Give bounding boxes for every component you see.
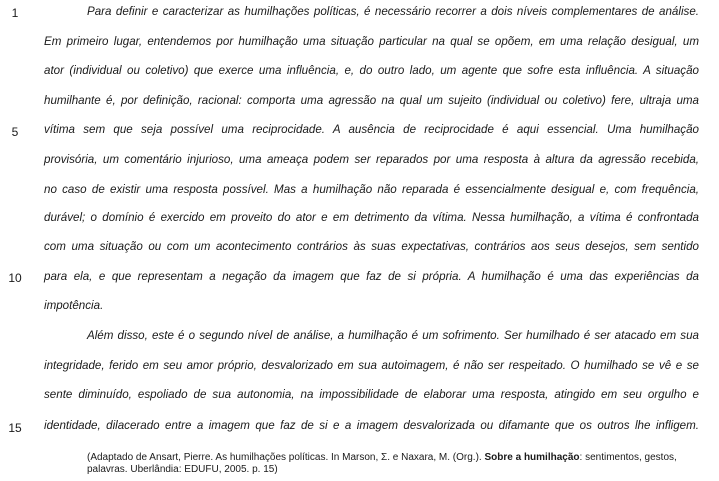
text-line-15: identidade, dilacerado entre a imagem que faz de si e a imagem desvalorizada ou difamante que os outros lhe infligem. [44,419,699,432]
line-number-1: 1 [11,6,19,20]
text-line-4: humilhante é, por definição, racional: comporta uma agressão na qual um sujeito (individual ou coletivo) fere, ultraja uma [44,94,699,107]
text-line-13: integridade, ferido em seu amor próprio, desvalorizado em sua autoimagem, é não ser respeitado. O humilhado se vê e se [44,359,699,372]
citation-symbol: Σ [381,452,388,463]
text-line-5: vítima sem que seja possível uma reciprocidade. A ausência de reciprocidade é aqui essencial. Uma humilhação [44,123,699,136]
citation-prefix: (Adaptado de Ansart, Pierre. As humilhações políticas. In Marson, [87,452,382,463]
text-line-2: Em primeiro lugar, entendemos por humilhação uma situação particular na qual se opõem, em uma relação desigual, um [44,35,699,48]
text-line-6: provisória, um comentário injurioso, uma ameaça podem ser reparados por uma resposta à altura da agressão recebida, [44,153,699,166]
citation-suffix: : sentimentos, gestos, [579,452,677,463]
citation-line-2: palavras. Uberlândia: EDUFU, 2005. p. 15) [87,464,278,475]
text-line-14: sente diminuído, espoliado de sua autonomia, na impossibilidade de elaborar uma resposta, atingido em seu orgulho e [44,388,699,401]
text-line-7: no caso de existir uma resposta possível. Mas a humilhação não reparada é essencialmente desigual e, com frequência, [44,183,699,196]
line-number-15: 15 [8,421,22,435]
citation-book-title: Sobre a humilhação [484,452,580,463]
text-line-1: Para definir e caracterizar as humilhações políticas, é necessário recorrer a dois níveis complementares de análise. [87,5,699,18]
text-line-10: para ela, e que representam a negação da imagem que faz de si própria. A humilhação é uma das experiências da [44,270,699,283]
line-number-5: 5 [11,125,19,139]
source-citation [87,452,702,476]
text-line-12: Além disso, este é o segundo nível de análise, a humilhação é um sofrimento. Ser humilhado é ser atacado em sua [87,329,699,342]
text-line-9: com uma situação ou com um acontecimento contrários às suas expectativas, contrários aos seus desejos, sem sentido [44,240,699,253]
citation-middle: . e Naxara, M. (Org.). [387,452,485,463]
text-line-3: ator (individual ou coletivo) que exerce uma influência, e, do outro lado, um agente que sofre esta influência. A situação [44,64,699,77]
line-number-10: 10 [8,271,22,285]
text-line-11: impotência. [44,299,104,312]
citation-line-1 [87,452,702,464]
text-line-8: durável; o domínio é exercido em proveito do ator e em detrimento da vítima. Nessa humilhação, a vítima é confrontada [44,211,699,224]
